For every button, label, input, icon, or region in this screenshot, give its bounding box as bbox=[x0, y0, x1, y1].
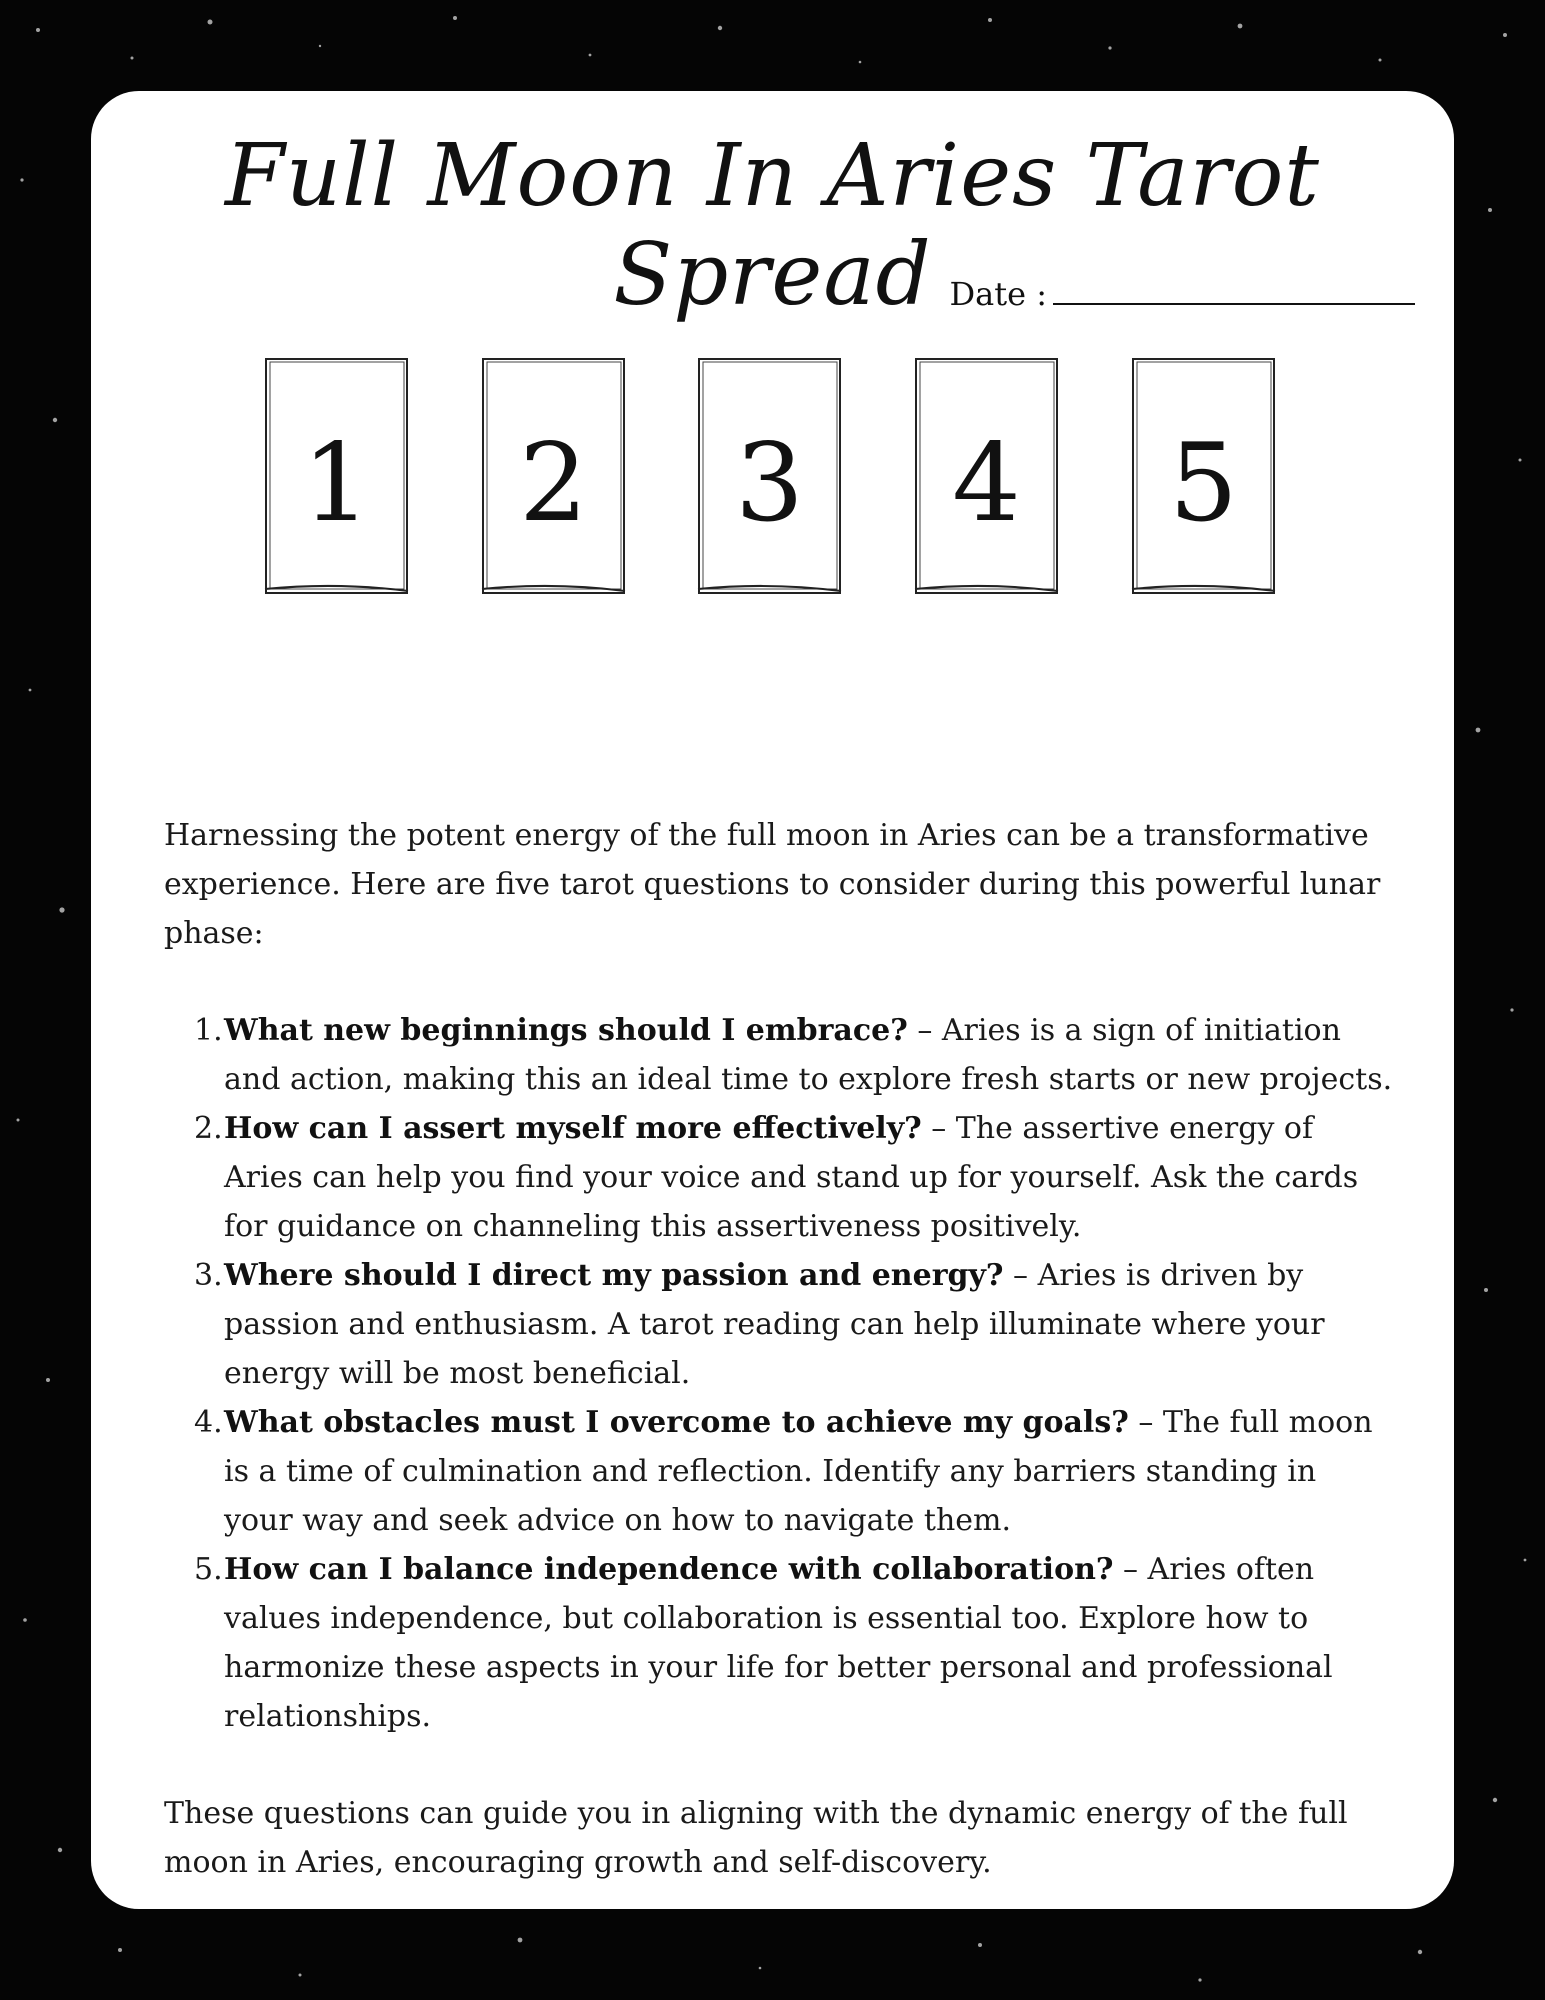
card-slot-2 bbox=[480, 356, 627, 596]
card-number: 3 bbox=[735, 420, 804, 546]
question-item bbox=[164, 1398, 1394, 1545]
question-title: What new beginnings should I embrace? bbox=[224, 1013, 908, 1048]
date-field[interactable] bbox=[950, 275, 1415, 313]
outro-paragraph: These questions can guide you in aligning with the dynamic energy of the full moon in Aries, encouraging growth and self-discovery. bbox=[164, 1796, 1348, 1880]
card-spread bbox=[91, 356, 1454, 606]
card-number: 2 bbox=[519, 420, 588, 546]
question-item bbox=[164, 1545, 1394, 1741]
question-text: – Aries is driven by passion and enthusiasm. A tarot reading can help illuminate where your energy will be most beneficial. bbox=[224, 1258, 1325, 1391]
question-list bbox=[164, 1006, 1394, 1741]
question-number: 5. bbox=[194, 1552, 223, 1587]
card-number: 1 bbox=[302, 420, 371, 546]
question-text: – The assertive energy of Aries can help you find your voice and stand up for yourself. Ask the cards for guidance on channeling this assertiveness positively. bbox=[224, 1111, 1359, 1244]
page-title: Full Moon In Aries Tarot Spread bbox=[225, 126, 1320, 325]
question-number: 2. bbox=[194, 1111, 223, 1146]
question-title: How can I assert myself more effectively? bbox=[224, 1111, 922, 1146]
card-number: 4 bbox=[952, 420, 1021, 546]
question-title: How can I balance independence with collaboration? bbox=[224, 1552, 1114, 1587]
question-item bbox=[164, 1104, 1394, 1251]
question-text: – Aries often values independence, but collaboration is essential too. Explore how to harmonize these aspects in your life for better personal and professional relationships. bbox=[224, 1552, 1333, 1734]
card-slot-1 bbox=[263, 356, 410, 596]
question-number: 1. bbox=[194, 1013, 223, 1048]
worksheet-card bbox=[91, 91, 1454, 1909]
question-title: What obstacles must I overcome to achieve my goals? bbox=[224, 1405, 1129, 1440]
card-slot-3 bbox=[696, 356, 843, 596]
card-slot-4 bbox=[913, 356, 1060, 596]
card-slot-5 bbox=[1130, 356, 1277, 596]
question-text: – The full moon is a time of culmination and reflection. Identify any barriers standing in your way and seek advice on how to navigate them. bbox=[224, 1405, 1373, 1538]
question-text: – Aries is a sign of initiation and action, making this an ideal time to explore fresh starts or new projects. bbox=[224, 1013, 1393, 1097]
date-blank-line bbox=[1053, 302, 1415, 305]
date-label: Date : bbox=[949, 275, 1047, 313]
body-text bbox=[164, 811, 1394, 1887]
question-number: 3. bbox=[194, 1258, 223, 1293]
question-number: 4. bbox=[194, 1405, 223, 1440]
card-number: 5 bbox=[1169, 420, 1238, 546]
question-item bbox=[164, 1006, 1394, 1104]
question-item bbox=[164, 1251, 1394, 1398]
question-title: Where should I direct my passion and energy? bbox=[224, 1258, 1004, 1293]
intro-paragraph: Harnessing the potent energy of the full moon in Aries can be a transformative experience. Here are five tarot questions to consider during this powerful lunar phase: bbox=[164, 818, 1381, 951]
